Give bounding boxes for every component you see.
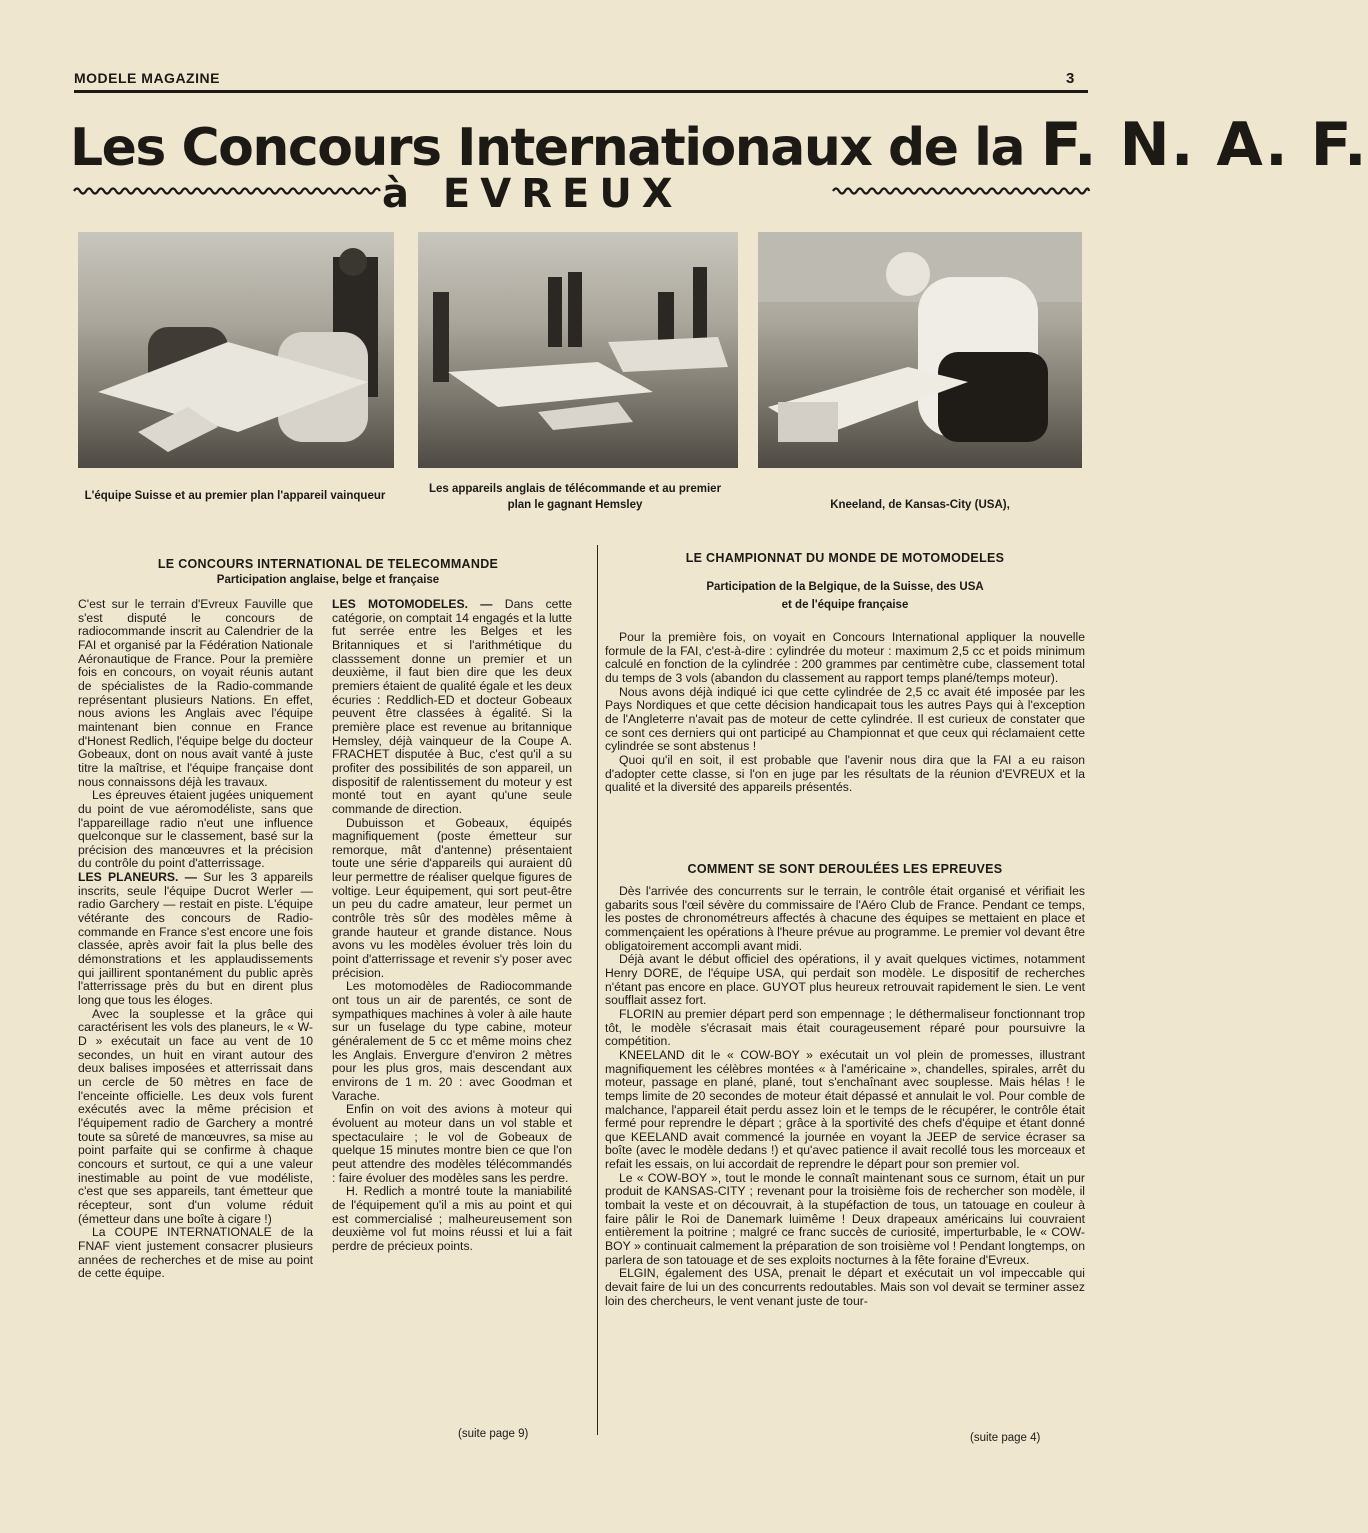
paragraph: Enfin on voit des avions à moteur qui évoluent au moteur dans un vol stable et spectaculaire ; le vol de Gobeaux de quelque 15 minutes montre bien ce que l'on peut attendre des modèles télécommandés : faire évoluer des modèles sans les perdre. (332, 1102, 572, 1185)
headline-subtitle: à EVREUX (382, 171, 683, 217)
section-title-championnat: LE CHAMPIONNAT DU MONDE DE MOTOMODELES (685, 551, 1005, 565)
decorative-wave-left (74, 186, 380, 196)
headline-title-fnaf: F. N. A. F. (1040, 110, 1368, 180)
article-column-epreuves (605, 885, 1085, 1440)
section-subtitle-championnat (605, 578, 1085, 614)
subheading-motomodeles: LES MOTOMODELES. — (332, 597, 493, 611)
paragraph: La COUPE INTERNATIONALE de la FNAF vient justement consacrer plusieurs années de recherches et de mise au point de cette équipe. (78, 1225, 313, 1281)
header-rule (74, 90, 1088, 93)
section-subtitle-telecommande: Participation anglaise, belge et française (216, 574, 440, 586)
paragraph: ELGIN, également des USA, prenait le départ et exécutait un vol impeccable qui devait faire de lui un des concurrents redoutables. Mais son vol devait se terminer assez loin des chercheurs, le vent venant juste de tour- (605, 1266, 1085, 1308)
continued-label-page-4: (suite page 4) (970, 1432, 1041, 1444)
column-divider (597, 545, 598, 1435)
photo-english-models (418, 232, 738, 468)
paragraph-text: Sur les 3 appareils inscrits, seule l'équipe Ducrot Werler — radio Garchery — restait en piste. L'équipe vétérante des concours de Radio-commande en France s'est encore une fois classée, après avoir fait la plus belle des démonstrations et les applaudissements qui jaillirent spontanément du public après l'atterrissage près du but en dirent plus long que tous les éloges. (78, 870, 313, 1008)
subtitle-line: et de l'équipe française (781, 599, 909, 611)
photo-caption-kneeland: Kneeland, de Kansas-City (USA), (830, 499, 1010, 511)
article-column-a (78, 598, 313, 1438)
paragraph: KNEELAND dit le « COW-BOY » exécutait un vol plein de promesses, illustrant magnifiquement les célèbres montées « à l'américaine », chandelles, spirales, arrêt du moteur, passage en plané, plané, tout s'enchaînant avec souplesse. Mais hélas ! le temps limite de 20 secondes de moteur était dépassé et annulait le vol. Pour comble de malchance, l'appareil était perdu assez loin et le temps de le récupérer, le contrôle était fermé pour reprendre le départ ; grâce à la sportivité des chefs d'équipe et étant donné que KEELAND avait commencé la journée en voyant la JEEP de service écraser sa boîte (avec le modèle dedans !) et qu'avec patience il avait recollé tous les morceaux et refait les essais, on lui accordait de reprendre le départ pour son premier vol. (605, 1047, 1085, 1172)
paragraph: Quoi qu'il en soit, il est probable que l'avenir nous dira que la FAI a eu raison d'adopter cette classe, si l'on en juge par les résultats de la réunion d'EVREUX et la qualité et la diversité des appareils présentés. (605, 752, 1085, 795)
paragraph: Déjà avant le début officiel des opérations, il y avait quelques victimes, notamment Henry DORE, de l'équipe USA, qui perdait son modèle. Le dispositif de recherches n'étant pas encore en place. GUYOT plus heureux retrouvait rapidement le sien. Le vent soufflait assez fort. (605, 952, 1085, 1008)
paragraph: Le « COW-BOY », tout le monde le connaît maintenant sous ce surnom, était un pur produit de KANSAS-CITY ; revenant pour la troisième fois de rechercher son modèle, il tombait la veste et on découvrait, à la stupéfaction de tous, un tatouage en couleur à faire pâlir le Roi de Danemark luimême ! Deux drapeaux américains lui couvraient entièrement la poitrine ; malgré ce franc succès de curiosité, imperturbable, le « COW-BOY » continuait calmement la préparation de son troisième vol ! Pendant longtemps, on parlera de son tatouage et de ses exploits nocturnes à la fête foraine d'Evreux. (605, 1170, 1085, 1267)
magazine-name: MODELE MAGAZINE (74, 70, 220, 86)
paragraph: Pour la première fois, on voyait en Concours International appliquer la nouvelle formule de la FAI, c'est-à-dire : cylindrée du moteur : maximum 2,5 cc et poids minimum calculé en fonction de la cylindrée : 200 grammes par centimètre cube, classement total du temps de 3 vols (abandon du classement au rapport temps plané/temps moteur). (605, 630, 1085, 685)
paragraph: H. Redlich a montré toute la maniabilité de l'équipement qu'il a mis au point et qui est commercialisé ; malheureusement son deuxième vol fut moins réussi et lui a fait perdre de précieux points. (332, 1184, 572, 1253)
paragraph: Les motomodèles de Radiocommande ont tous un air de parentés, ce sont de sympathiques machines à voler à aile haute sur un fuselage du type cabine, moteur généralement de 5 cc et même moins chez les Anglais. Envergure d'environ 2 mètres pour les plus gros, mais descendant aux environs de 1 m. 20 : avec Goodman et Varache. (332, 979, 572, 1103)
photo-swiss-team (78, 232, 394, 468)
section-title-epreuves: COMMENT SE SONT DEROULÉES LES EPREUVES (687, 862, 1003, 876)
photo-kneeland (758, 232, 1082, 468)
subtitle-line: Participation de la Belgique, de la Suisse, des USA (706, 581, 984, 593)
headline-title-main: Les Concours Internationaux de la (70, 118, 1041, 178)
paragraph: FLORIN au premier départ perd son empennage ; le déthermaliseur fonctionnant trop tôt, le modèle s'écrasait mais était courageusement réparé pour poursuivre la compétition. (605, 1006, 1085, 1049)
paragraph: Les épreuves étaient jugées uniquement du point de vue aéromodéliste, sans que l'appareillage radio n'eut une influence quelconque sur le classement, basé sur la précision des manœuvres et la précision du contrôle du point d'atterrissage. (78, 788, 313, 871)
decorative-wave-right (833, 186, 1089, 196)
section-title-telecommande: LE CONCOURS INTERNATIONAL DE TELECOMMANDE (157, 557, 499, 571)
subheading-planeurs: LES PLANEURS. — (78, 870, 197, 885)
paragraph: Dubuisson et Gobeaux, équipés magnifiquement (poste émetteur sur remorque, mât d'antenne) présentaient toute une série d'appareils qui auraient dû leur permettre de réaliser quelque figures de voltige. Leur équipement, qui sort peut-être un peu du cadre amateur, leur permet un contrôle très sûr des modèles même à grande hauteur et grande distance. Nous avons vu les modèles évoluer très loin du point d'atterrissage et revenir s'y poser avec précision. (332, 815, 572, 980)
paragraph: C'est sur le terrain d'Evreux Fauville que s'est disputé le concours de radiocommande inscrit au Calendrier de la FAI et organisé par la Fédération Nationale Aéronautique de France. Pour la première fois en concours, on voyait réunis autant de spécialistes de la Radio-commande représentant plusieurs Nations. En effet, nous avions les Anglais avec l'équipe maintenant bien connue en France d'Honest Redlich, l'équipe belge du docteur Gobeaux, dont on nous avait vanté à juste titre la maîtrise, et l'équipe française dont nous connaissons déjà les travaux. (78, 597, 313, 789)
page-number: 3 (1066, 70, 1075, 87)
continued-label-page-9: (suite page 9) (458, 1428, 529, 1440)
photo-caption-english-models: Les appareils anglais de télécommande et au premier plan le gagnant Hemsley (428, 483, 722, 511)
paragraph: Avec la souplesse et la grâce qui caractérisent les vols des planeurs, le « W-D » exécutait un face au vent de 10 secondes, un huit en virant autour des deux balises imposées et atterrissait dans un cercle de 50 mètres en face de l'enceinte officielle. Les deux vols furent exécutés avec la même précision et l'équipement radio de Garchery a montré toute sa sûreté de manœuvres, sa mise au point parfaite qui se confirme à chaque concours et surtout, ce qui a une valeur inestimable au point de vue modéliste, c'est que ses appareils, tant émetteur que récepteur, sont d'un volume réduit (émetteur dans une boîte à cigare !) (78, 1006, 313, 1226)
paragraph-planeurs (78, 871, 313, 1008)
paragraph: Dès l'arrivée des concurrents sur le terrain, le contrôle était organisé et vérifiait les gabarits sous l'œil sévère du commissaire de l'Aéro Club de France. Pendant ce temps, les postes de chronométreurs affectés à chacune des équipes se mettaient en place et commençaient les opérations à l'heure prévue au programme. Le premier vol devant être obligatoirement accompli avant midi. (605, 884, 1085, 953)
paragraph: Nous avons déjà indiqué ici que cette cylindrée de 2,5 cc avait été imposée par les Pays Nordiques et que cette décision handicapait tous les autres Pays qui à l'exception de l'Angleterre n'avait pas de moteur de cette cylindrée. Il est curieux de constater que ce sont ces derniers qui ont participé au Championnat et que ceux qui réclamaient cette cylindrée se sont abstenus ! (605, 684, 1085, 754)
article-column-b (332, 598, 572, 1438)
paragraph-text: Dans cette catégorie, on comptait 14 engagés et la lutte fut serrée entre les Belges et les Britanniques et si l'arithmétique du classsement donne un premier et un deuxième, il faut bien dire que les deux premiers étaient de qualité égale et les deux écuries : Reddlich-ED et docteur Gobeaux peuvent être classées à égalité. Si la première place est revenue au britannique Hemsley, déjà vainqueur de la Coupe A. FRACHET disputée à Buc, c'est qu'il a su profiter des possibilités de son appareil, un dispositif de ralentissement du moteur y est monté tout en ayant qu'une seule commande de direction. (332, 597, 572, 816)
photo-caption-swiss-team: L'équipe Suisse et au premier plan l'appareil vainqueur (84, 490, 386, 502)
paragraph-motomodeles (332, 598, 572, 817)
article-column-championnat (605, 631, 1085, 846)
